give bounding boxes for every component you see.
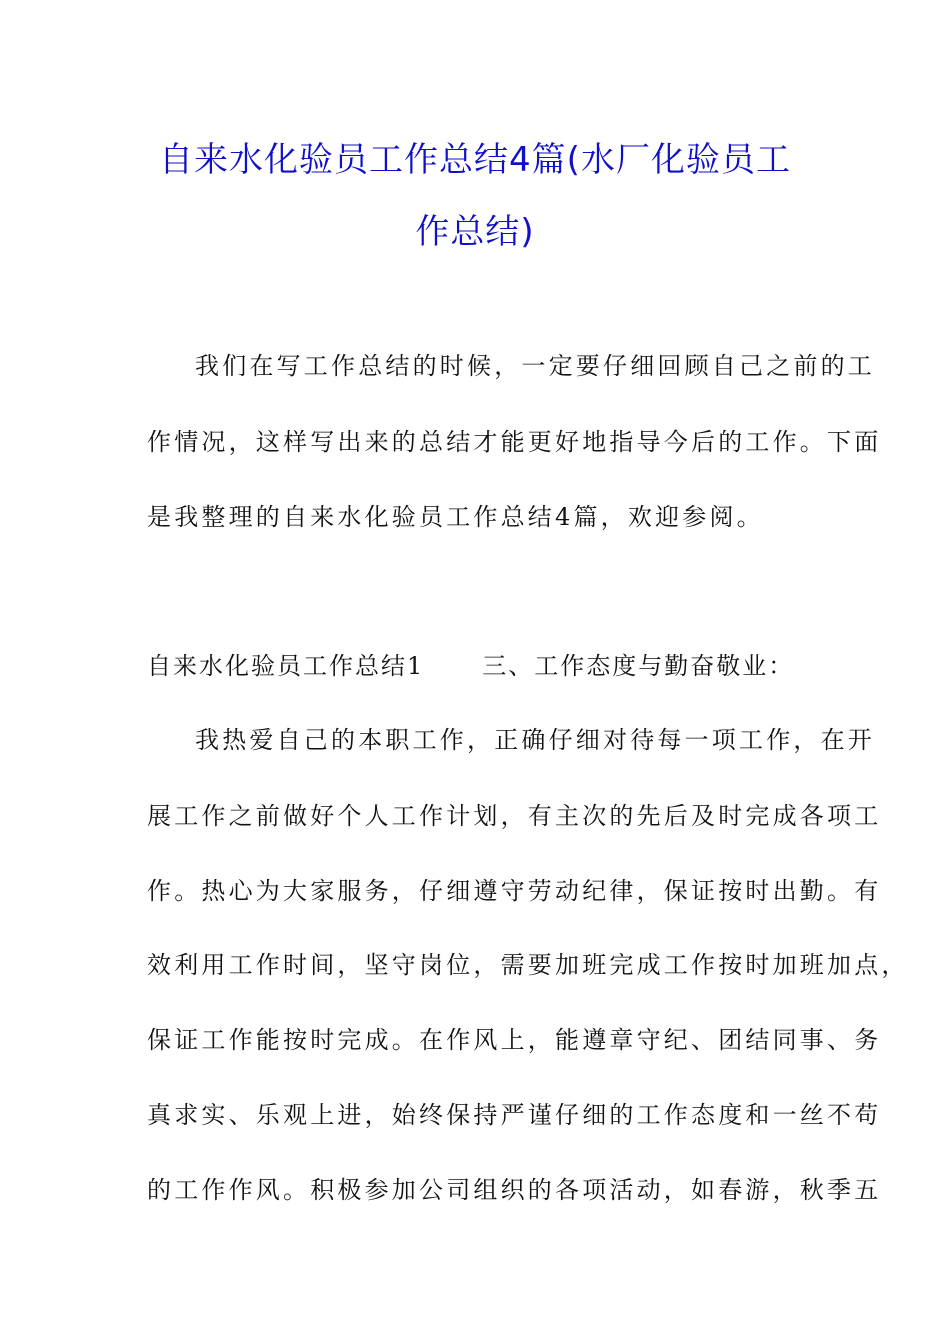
document-title-line-2: 作总结)	[415, 212, 535, 252]
body-line-4: 效利用工作时间，坚守岗位，需要加班完成工作按时加班加点，	[147, 951, 909, 979]
document-title-line-1: 自来水化验员工作总结4篇(水厂化验员工	[159, 140, 791, 180]
intro-line-2: 作情况，这样写出来的总结才能更好地指导今后的工作。下面	[147, 428, 882, 456]
intro-line-3: 是我整理的自来水化验员工作总结4篇，欢迎参阅。	[147, 503, 764, 531]
intro-line-1: 我们在写工作总结的时候，一定要仔细回顾自己之前的工	[195, 352, 875, 380]
body-line-6: 真求实、乐观上进，始终保持严谨仔细的工作态度和一丝不苟	[147, 1101, 882, 1129]
body-line-7: 的工作作风。积极参加公司组织的各项活动，如春游，秋季五	[147, 1176, 882, 1204]
section-heading	[147, 646, 794, 681]
body-line-5: 保证工作能按时完成。在作风上，能遵章守纪、团结同事、务	[147, 1026, 882, 1054]
body-line-2: 展工作之前做好个人工作计划，有主次的先后及时完成各项工	[147, 802, 882, 830]
section-subtitle: 三、工作态度与勤奋敬业：	[482, 652, 795, 680]
section-title: 自来水化验员工作总结1	[147, 652, 425, 680]
body-line-3: 作。热心为大家服务，仔细遵守劳动纪律，保证按时出勤。有	[147, 877, 882, 905]
body-line-1: 我热爱自己的本职工作，正确仔细对待每一项工作，在开	[195, 726, 875, 754]
